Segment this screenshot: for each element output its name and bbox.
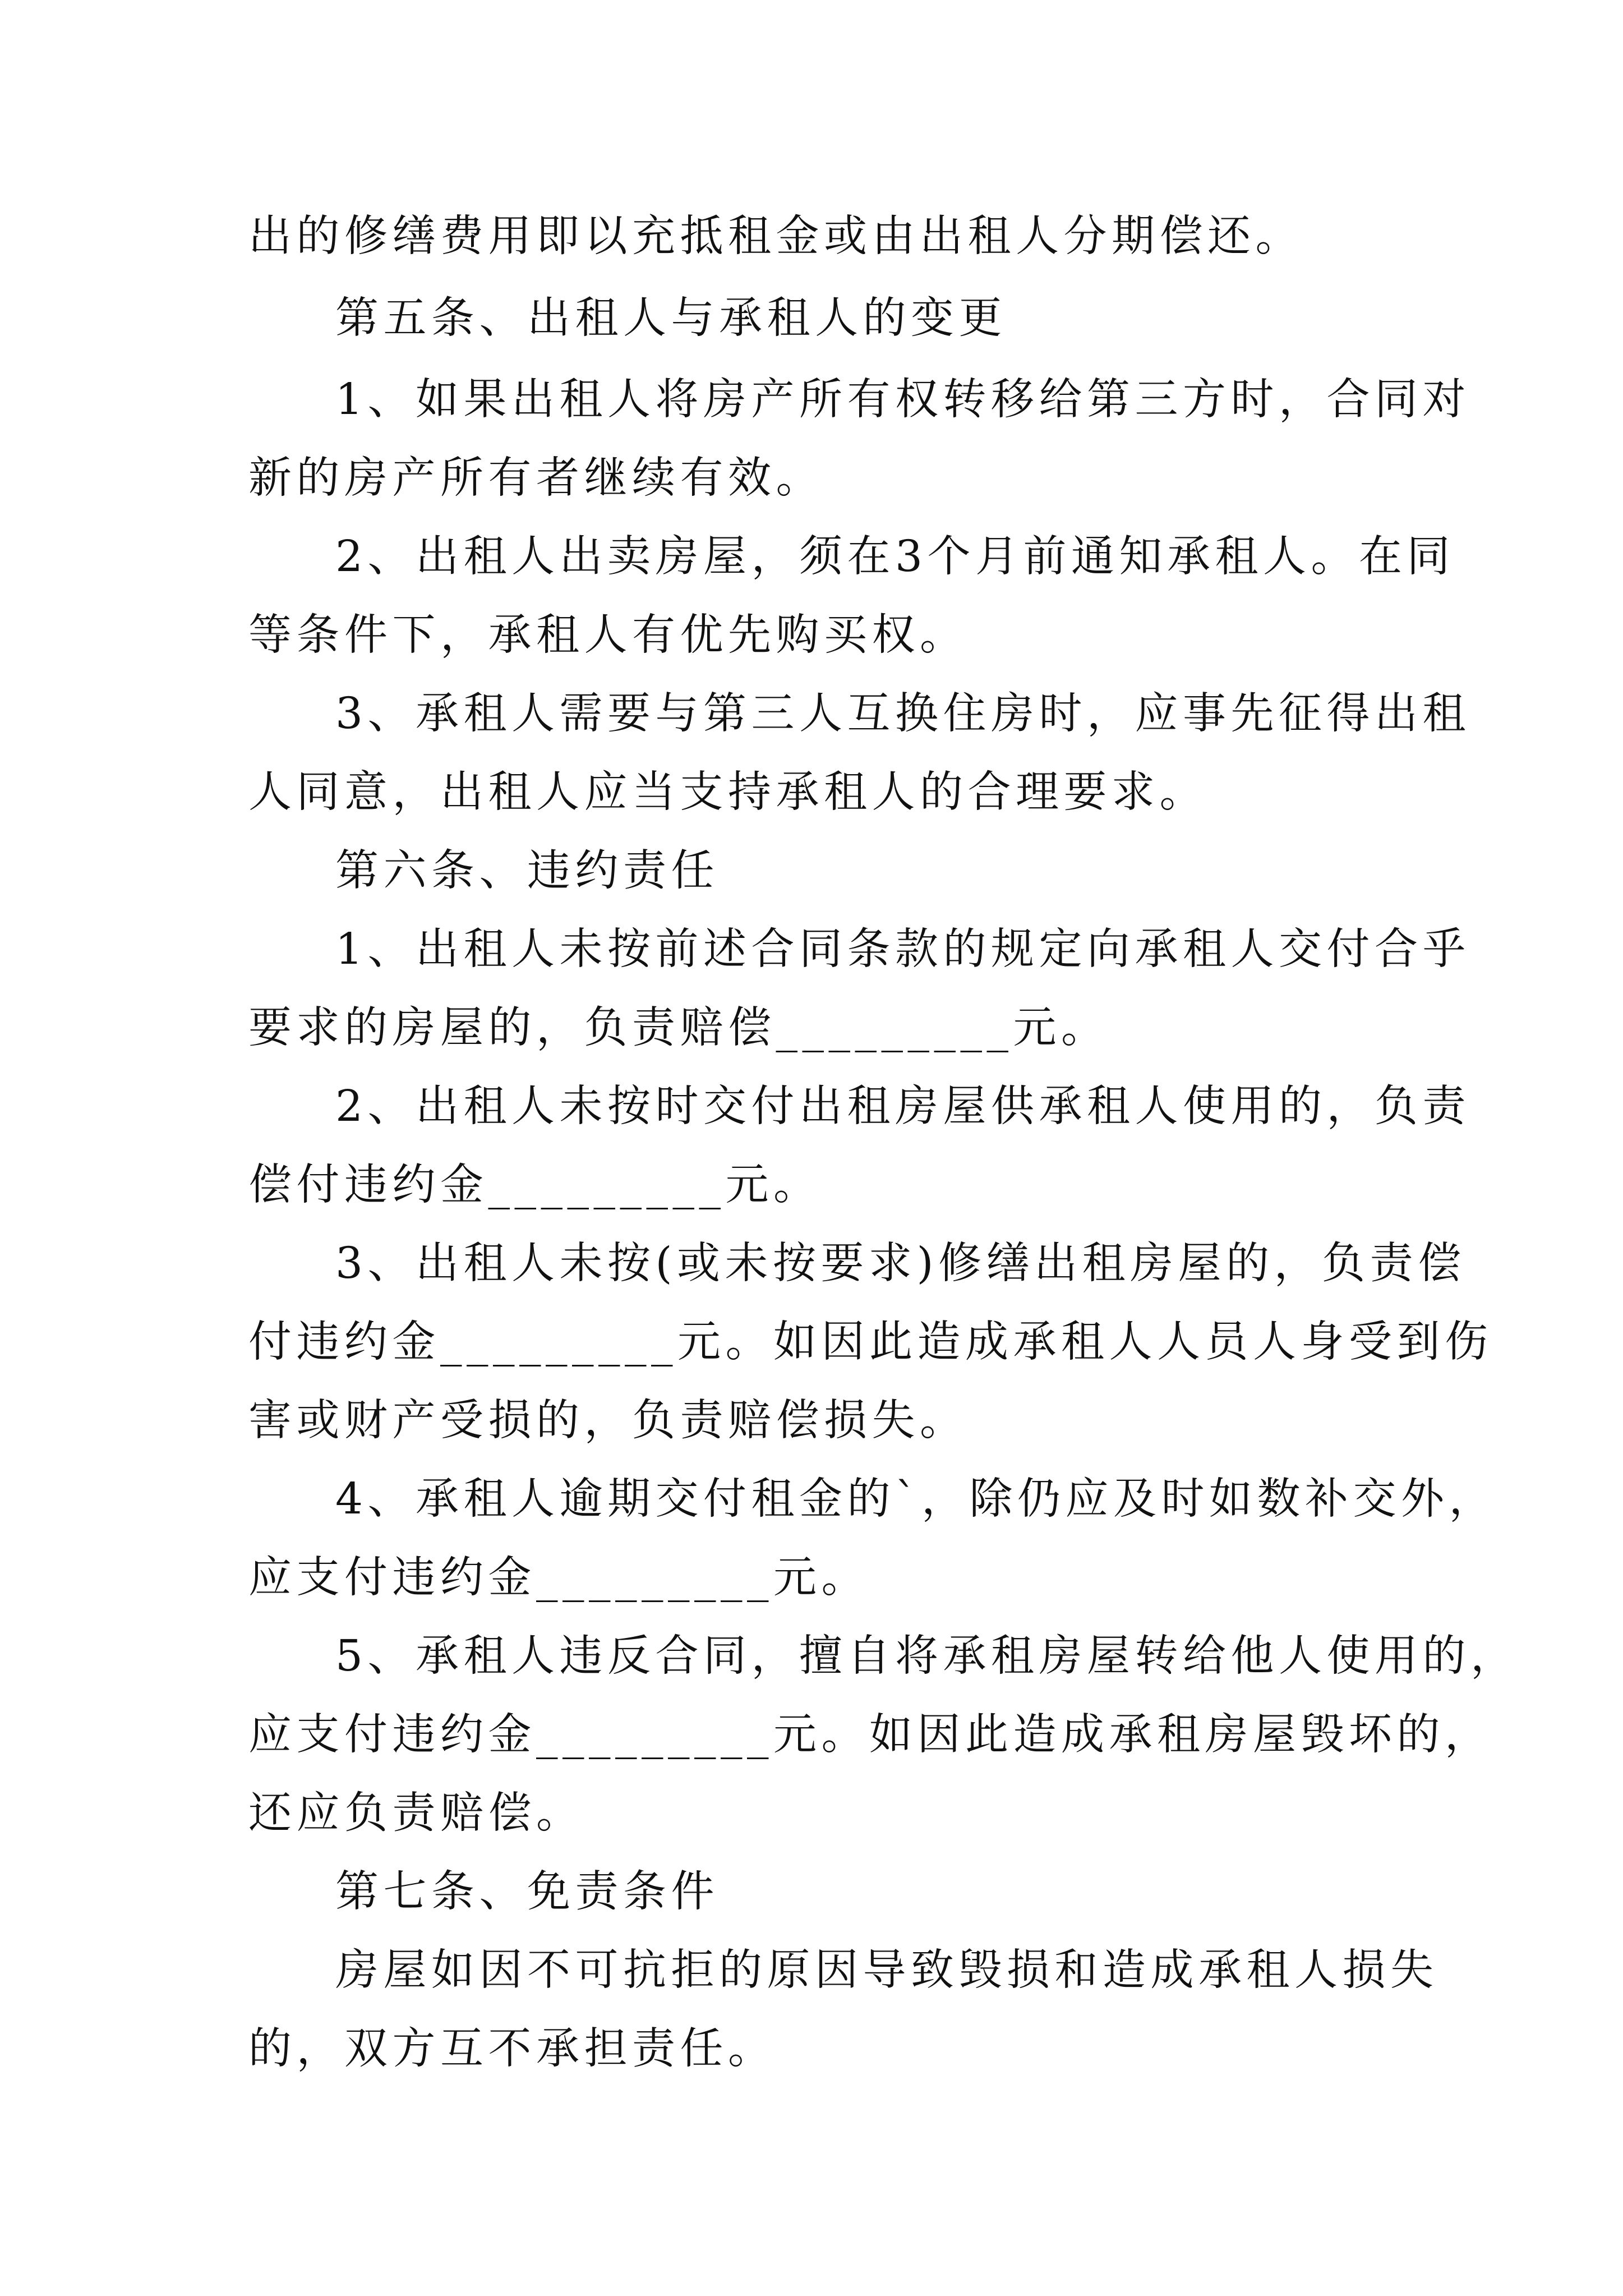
text-line-12: 2、出租人未按时交付出租房屋供承租人使用的，负责 [335,1082,1470,1131]
text-line-21: 还应负责赔偿。 [248,1788,584,1838]
text-line-24: 的，双方互不承担责任。 [248,2024,776,2074]
text-line-1: 出的修缮费用即以充抵租金或由出租人分期偿还。 [248,211,1303,261]
text-line-20: 应支付违约金_________元。如因此造成承租房屋毁坏的， [248,1710,1493,1760]
text-line-18: 应支付违约金_________元。 [248,1553,869,1603]
text-line-19: 5、承租人违反合同，擅自将承租房屋转给他人使用的， [335,1631,1519,1681]
text-line-15: 付违约金_________元。如因此造成承租人人员人身受到伤 [248,1317,1493,1367]
text-line-23: 房屋如因不可抗拒的原因导致毁损和造成承租人损失 [335,1945,1438,1995]
text-line-17: 4、承租人逾期交付租金的`，除仍应及时如数补交外， [335,1474,1497,1524]
text-line-6: 等条件下，承租人有优先购买权。 [248,610,968,660]
article-6-heading: 第六条、违约责任 [335,846,719,896]
text-line-4: 新的房产所有者继续有效。 [248,453,824,503]
text-line-13: 偿付违约金_________元。 [248,1160,822,1210]
text-line-16: 害或财产受损的，负责赔偿损失。 [248,1396,968,1446]
text-line-10: 1、出租人未按前述合同条款的规定向承租人交付合乎 [335,924,1470,974]
text-line-3: 1、如果出租人将房产所有权转移给第三方时，合同对 [335,375,1470,425]
text-line-7: 3、承租人需要与第三人互换住房时，应事先征得出租 [335,689,1470,739]
article-5-heading: 第五条、出租人与承租人的变更 [335,293,1007,343]
text-line-14: 3、出租人未按(或未按要求)修缮出租房屋的，负责偿 [335,1239,1466,1289]
text-line-5: 2、出租人出卖房屋，须在3个月前通知承租人。在同 [335,532,1455,582]
article-7-heading: 第七条、免责条件 [335,1867,719,1917]
text-line-8: 人同意，出租人应当支持承租人的合理要求。 [248,767,1207,817]
text-line-11: 要求的房屋的，负责赔偿_________元。 [248,1003,1109,1053]
